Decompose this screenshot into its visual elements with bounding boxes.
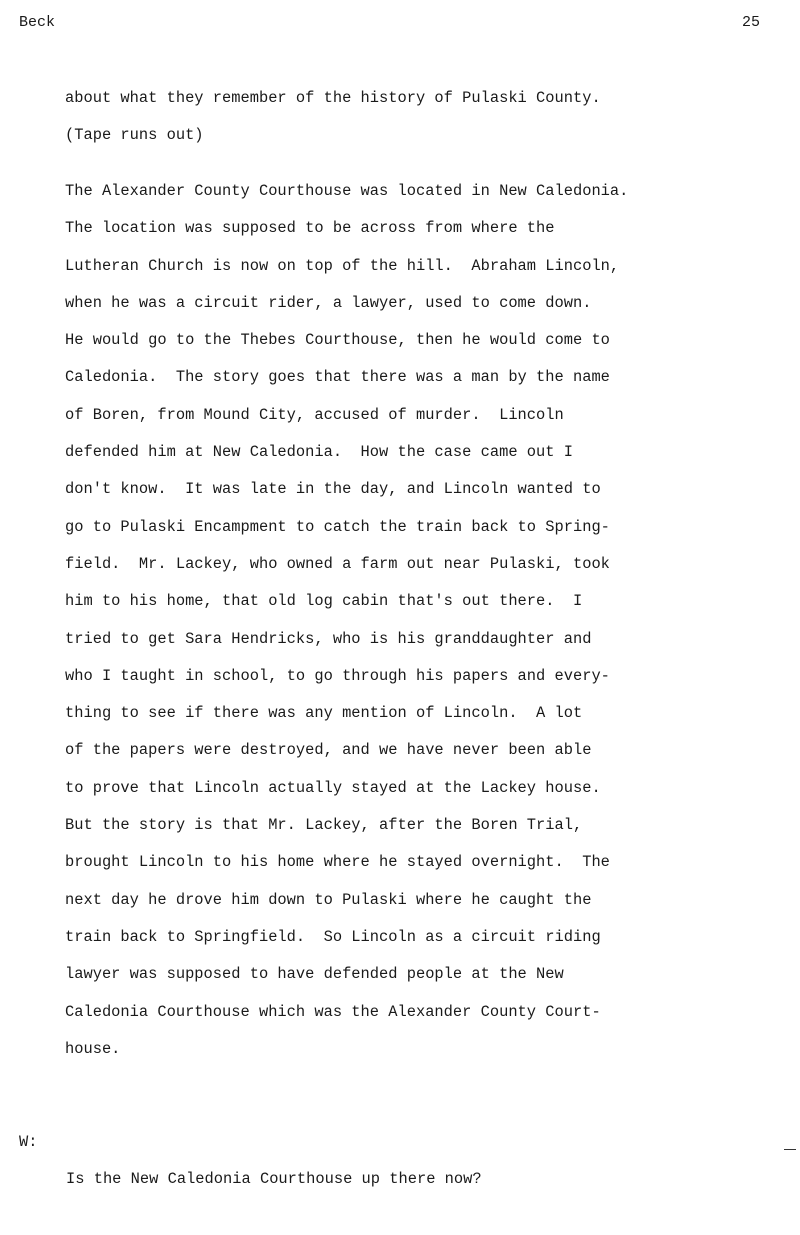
page-edge-mark <box>784 1149 796 1150</box>
text-line: Caledonia Courthouse which was the Alexander County Court- <box>65 1002 601 1021</box>
text-line: The Alexander County Courthouse was located in New Caledonia. <box>65 182 629 200</box>
text-line: Lutheran Church is now on top of the hill. Abraham Lincoln, <box>65 256 620 275</box>
text-line: lawyer was supposed to have defended people at the New <box>65 965 564 984</box>
text-line: train back to Springfield. So Lincoln as a circuit riding <box>65 927 601 946</box>
text-line: next day he drove him down to Pulaski where he caught the <box>65 890 592 909</box>
text-line: He would go to the Thebes Courthouse, then he would come to <box>65 331 610 350</box>
text-line: him to his home, that old log cabin that's out there. I <box>65 592 583 611</box>
page-number: 25 <box>741 14 760 31</box>
text-line: to prove that Lincoln actually stayed at the Lackey house. <box>65 778 601 797</box>
text-line: But the story is that Mr. Lackey, after the Boren Trial, <box>65 816 583 835</box>
text-line: go to Pulaski Encampment to catch the train back to Spring- <box>65 517 610 536</box>
text-line: about what they remember of the history of Pulaski County. <box>65 89 601 107</box>
text-line: when he was a circuit rider, a lawyer, used to come down. <box>65 293 592 312</box>
text-line: of Boren, from Mound City, accused of murder. Lincoln <box>65 405 564 424</box>
speaker-label: W: <box>19 1133 38 1151</box>
question-text: Is the New Caledonia Courthouse up there now? <box>66 1170 482 1188</box>
text-line: brought Lincoln to his home where he stayed overnight. The <box>65 853 610 872</box>
text-line: Caledonia. The story goes that there was a man by the name <box>65 368 610 387</box>
interview-question <box>19 1087 779 1235</box>
text-line: of the papers were destroyed, and we have never been able <box>65 741 592 760</box>
text-line: (Tape runs out) <box>65 126 204 145</box>
text-line: house. <box>65 1039 121 1058</box>
text-line: thing to see if there was any mention of Lincoln. A lot <box>65 704 583 723</box>
text-line: tried to get Sara Hendricks, who is his granddaughter and <box>65 629 592 648</box>
paragraph-2 <box>65 173 765 1068</box>
text-line: don't know. It was late in the day, and Lincoln wanted to <box>65 480 601 499</box>
text-line: field. Mr. Lackey, who owned a farm out near Pulaski, took <box>65 554 610 573</box>
text-line: who I taught in school, to go through his papers and every- <box>65 666 610 685</box>
header-name: Beck <box>19 14 56 31</box>
paragraph-1 <box>65 80 765 155</box>
text-line: The location was supposed to be across from where the <box>65 219 555 238</box>
text-line: defended him at New Caledonia. How the case came out I <box>65 443 573 462</box>
